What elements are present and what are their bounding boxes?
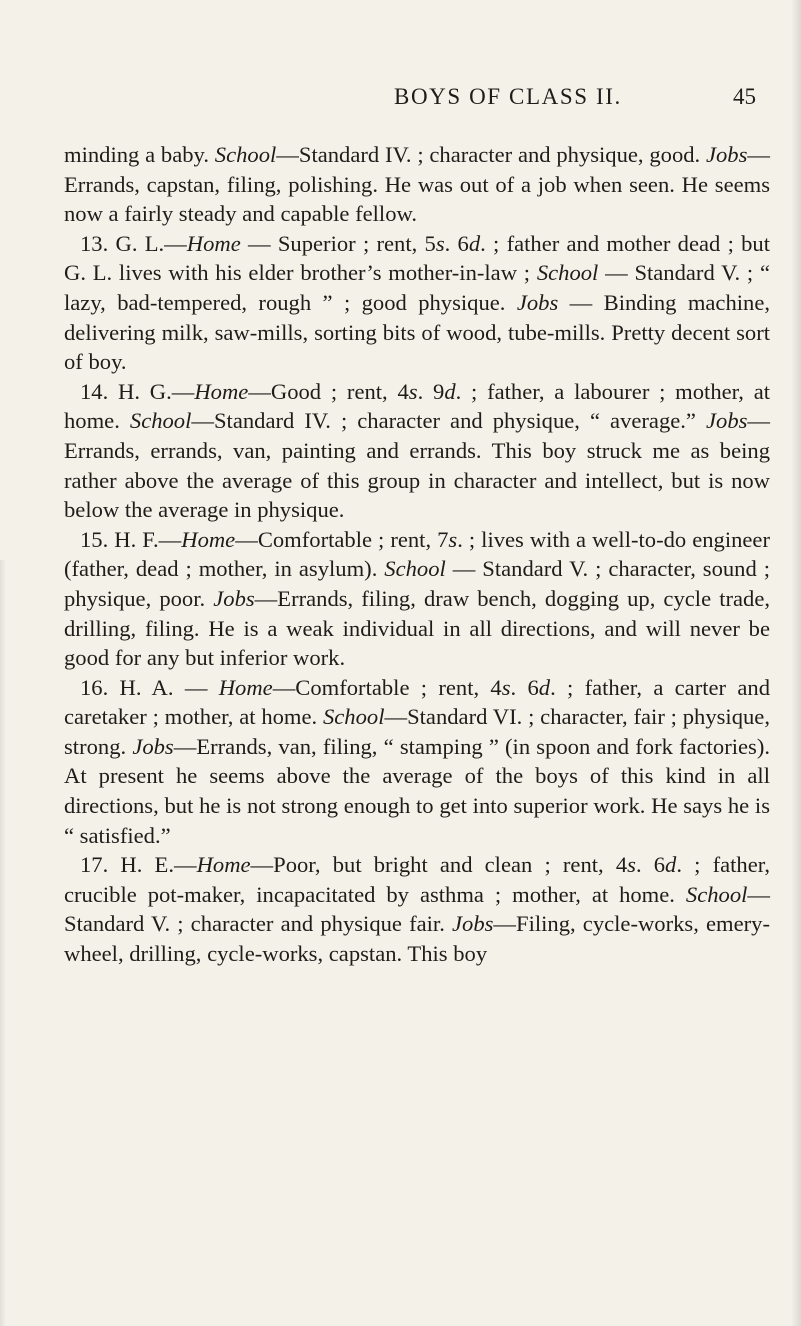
italic-term: Jobs xyxy=(516,289,559,315)
page-number: 45 xyxy=(733,84,756,109)
text-run: —Good ; rent, 4 xyxy=(248,378,409,404)
text-run: —Standard IV. ; character and physique, “ average.” xyxy=(191,408,706,434)
italic-term: Jobs xyxy=(132,733,174,759)
italic-term: s xyxy=(435,230,445,256)
text-run: —Standard VI. ; character, fair ; physique, strong. xyxy=(64,704,770,759)
italic-term: d xyxy=(444,378,456,404)
text-run: 13. G. L.— xyxy=(80,230,187,256)
text-run: —Errands, errands, van, painting and errands. This boy struck me as being rather above the average of this group in character and intellect, but is now below the average in physique. xyxy=(64,408,771,523)
text-run: . ; lives with a well-to-do engineer (father, dead ; mother, in asylum). xyxy=(64,526,770,582)
italic-term: d xyxy=(538,674,551,700)
entry-paragraph xyxy=(64,525,770,673)
text-run: 14. H. G.— xyxy=(80,378,195,404)
text-run: — Superior ; rent, 5 xyxy=(240,230,436,256)
italic-term: Home xyxy=(194,378,249,404)
body-text xyxy=(64,140,770,969)
italic-term: School xyxy=(536,260,599,286)
italic-term: School xyxy=(214,142,277,167)
text-run: . 6 xyxy=(510,674,539,700)
entry-paragraph xyxy=(64,673,770,851)
text-run: —Errands, capstan, filing, polishing. He was out of a job when seen. He seems now a fairly steady and capable fellow. xyxy=(64,142,770,227)
text-run: 16. H. A. — xyxy=(80,674,219,700)
text-run: . ; father, crucible pot-maker, incapacitated by asthma ; mother, at home. xyxy=(64,852,771,907)
text-run: —Standard V. ; character and physique fair. xyxy=(64,881,770,937)
text-run: — Standard V. ; character, sound ; physique, poor. xyxy=(64,556,770,611)
text-run: —Errands, filing, draw bench, dogging up, cycle trade, drilling, filing. He is a weak individual in all directions, and will never be good for any but inferior work. xyxy=(64,585,770,671)
italic-term: Jobs xyxy=(706,408,748,434)
italic-term: s xyxy=(448,526,458,552)
text-run: . 6 xyxy=(635,852,666,878)
italic-term: Jobs xyxy=(705,142,748,167)
text-run: —Filing, cycle-works, emery-wheel, drilling, cycle-works, capstan. This boy xyxy=(64,911,770,967)
text-run: 17. H. E.— xyxy=(80,852,197,878)
entry-paragraph xyxy=(64,377,770,525)
text-run: . 6 xyxy=(444,230,469,256)
entry-paragraph xyxy=(64,229,770,377)
page-edge-shadow xyxy=(791,0,801,1326)
text-run: minding a baby. xyxy=(64,142,215,167)
text-run: . ; father and mother dead ; but G. L. lives with his elder brother’s mother-in-law ; xyxy=(64,230,771,286)
text-run: —Poor, but bright and clean ; rent, 4 xyxy=(250,852,628,878)
italic-term: School xyxy=(129,408,192,434)
text-run: — Binding machine, delivering milk, saw-mills, sorting bits of wood, tube-mills. Pretty decent sort of boy. xyxy=(64,289,771,375)
italic-term: Jobs xyxy=(452,911,494,937)
text-run: . ; father, a carter and caretaker ; mother, at home. xyxy=(64,674,770,730)
text-run: . 9 xyxy=(417,378,445,404)
italic-term: d xyxy=(468,230,481,256)
italic-term: d xyxy=(665,852,677,878)
italic-term: Home xyxy=(181,526,236,552)
text-run: —Errands, van, filing, “ stamping ” (in spoon and fork factories). At present he seems above the average of the boys of this kind in all directions, but he is not strong enough to get into superior work. He says he is “ satisfied.” xyxy=(64,733,771,848)
italic-term: s xyxy=(501,674,511,700)
page-gutter-shadow xyxy=(0,560,6,1326)
italic-term: Home xyxy=(196,852,251,878)
italic-term: Home xyxy=(218,674,273,700)
continued-paragraph xyxy=(64,140,770,229)
text-run: 15. H. F.— xyxy=(80,526,182,552)
italic-term: School xyxy=(384,556,446,582)
italic-term: s xyxy=(627,852,636,878)
entry-paragraph xyxy=(64,850,770,968)
italic-term: Home xyxy=(186,230,241,256)
text-run: — Standard V. ; “ lazy, bad-tempered, rough ” ; good physique. xyxy=(64,260,770,315)
italic-term: Jobs xyxy=(213,585,255,611)
italic-term: School xyxy=(685,881,748,907)
italic-term: School xyxy=(322,704,385,730)
text-run: —Standard IV. ; character and physique, good. xyxy=(276,142,706,167)
text-run: —Comfortable ; rent, 7 xyxy=(235,526,449,552)
running-title: BOYS OF CLASS II. xyxy=(394,84,622,109)
italic-term: s xyxy=(408,378,418,404)
text-run: . ; father, a labourer ; mother, at home. xyxy=(64,378,771,434)
text-run: —Comfortable ; rent, 4 xyxy=(272,674,502,700)
running-head xyxy=(0,84,801,114)
